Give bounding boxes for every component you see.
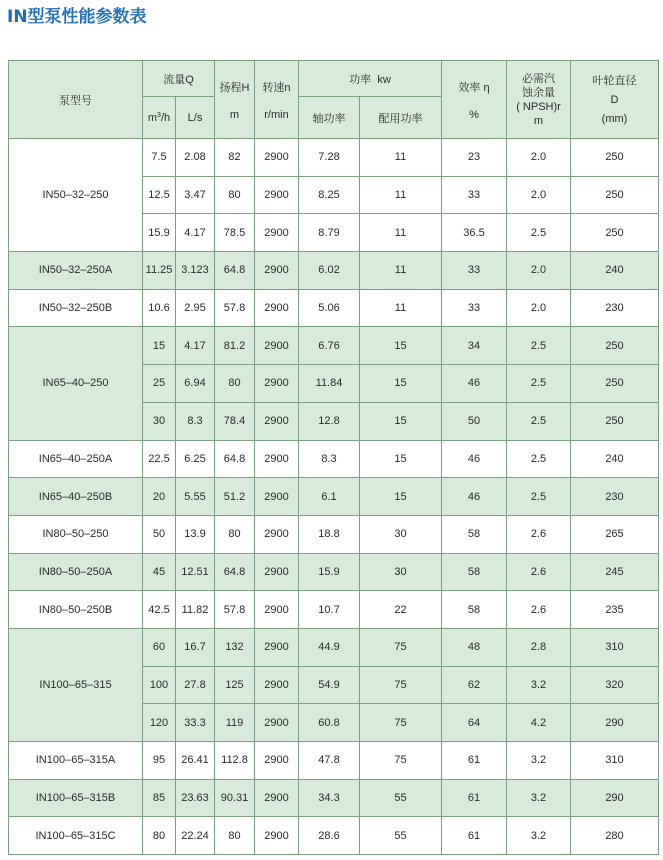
motor-power-cell: 55: [360, 779, 442, 817]
impeller-diameter-cell: 250: [571, 327, 659, 365]
model-name-cell: IN80–50–250A: [9, 553, 143, 591]
table-row: [9, 591, 659, 629]
table-row: [9, 252, 659, 290]
efficiency-cell: 48: [442, 628, 507, 666]
motor-power-cell: 55: [360, 817, 442, 855]
motor-power-cell: 11: [360, 214, 442, 252]
motor-power-cell: 15: [360, 440, 442, 478]
impeller-diameter-cell: 240: [571, 252, 659, 290]
impeller-diameter-cell: 290: [571, 779, 659, 817]
npsh-cell: 2.6: [507, 591, 571, 629]
model-name-cell: IN50–32–250B: [9, 289, 143, 327]
head-cell: 78.4: [215, 402, 255, 440]
shaft-power-cell: 8.25: [299, 176, 360, 214]
speed-cell: 2900: [255, 440, 299, 478]
shaft-power-cell: 28.6: [299, 817, 360, 855]
efficiency-cell: 62: [442, 666, 507, 704]
efficiency-cell: 58: [442, 515, 507, 553]
head-cell: 57.8: [215, 591, 255, 629]
shaft-power-cell: 54.9: [299, 666, 360, 704]
impeller-diameter-cell: 250: [571, 365, 659, 403]
header-npsh: [507, 61, 571, 139]
header-impeller-line2: D: [610, 93, 619, 106]
efficiency-cell: 50: [442, 402, 507, 440]
model-name-cell: IN65–40–250B: [9, 478, 143, 516]
head-cell: 125: [215, 666, 255, 704]
speed-cell: 2900: [255, 327, 299, 365]
npsh-cell: 3.2: [507, 817, 571, 855]
model-name-cell: IN100–65–315: [9, 628, 143, 741]
flow-unit-sup: 3: [157, 111, 161, 119]
npsh-cell: 3.2: [507, 666, 571, 704]
header-power: 功率 kw: [299, 61, 442, 97]
flow-m3h-cell: 80: [143, 817, 176, 855]
head-cell: 78.5: [215, 214, 255, 252]
impeller-diameter-cell: 230: [571, 289, 659, 327]
npsh-cell: 2.0: [507, 289, 571, 327]
motor-power-cell: 30: [360, 553, 442, 591]
speed-cell: 2900: [255, 289, 299, 327]
table-row: [9, 817, 659, 855]
motor-power-cell: 30: [360, 515, 442, 553]
page-title: IN型泵性能参数表: [7, 7, 147, 27]
speed-cell: 2900: [255, 515, 299, 553]
model-name-cell: IN65–40–250: [9, 327, 143, 440]
flow-m3h-cell: 42.5: [143, 591, 176, 629]
impeller-diameter-cell: 250: [571, 139, 659, 177]
flow-m3h-cell: 20: [143, 478, 176, 516]
head-cell: 51.2: [215, 478, 255, 516]
model-name-cell: IN100–65–315B: [9, 779, 143, 817]
motor-power-cell: 11: [360, 252, 442, 290]
pump-parameter-table: [8, 60, 659, 855]
efficiency-cell: 33: [442, 252, 507, 290]
flow-ls-cell: 4.17: [176, 327, 215, 365]
header-speed-unit: r/min: [264, 108, 289, 121]
flow-m3h-cell: 12.5: [143, 176, 176, 214]
header-flow: 流量Q: [143, 61, 215, 97]
npsh-cell: 2.6: [507, 553, 571, 591]
npsh-cell: 2.0: [507, 139, 571, 177]
shaft-power-cell: 6.02: [299, 252, 360, 290]
head-cell: 64.8: [215, 440, 255, 478]
motor-power-cell: 75: [360, 742, 442, 780]
npsh-cell: 2.0: [507, 252, 571, 290]
speed-cell: 2900: [255, 402, 299, 440]
impeller-diameter-cell: 245: [571, 553, 659, 591]
head-cell: 82: [215, 139, 255, 177]
npsh-cell: 2.5: [507, 478, 571, 516]
flow-ls-cell: 22.24: [176, 817, 215, 855]
head-cell: 64.8: [215, 553, 255, 591]
header-impeller-unit: (mm): [601, 112, 628, 125]
shaft-power-cell: 10.7: [299, 591, 360, 629]
shaft-power-cell: 34.3: [299, 779, 360, 817]
model-name-cell: IN100–65–315A: [9, 742, 143, 780]
model-name-cell: IN65–40–250A: [9, 440, 143, 478]
shaft-power-cell: 44.9: [299, 628, 360, 666]
npsh-cell: 2.5: [507, 365, 571, 403]
model-name-cell: IN100–65–315C: [9, 817, 143, 855]
header-npsh-line3: ( NPSH)r: [516, 100, 561, 113]
motor-power-cell: 15: [360, 327, 442, 365]
impeller-diameter-cell: 230: [571, 478, 659, 516]
head-cell: 57.8: [215, 289, 255, 327]
flow-m3h-cell: 7.5: [143, 139, 176, 177]
header-efficiency-unit: %: [469, 108, 479, 121]
speed-cell: 2900: [255, 628, 299, 666]
speed-cell: 2900: [255, 779, 299, 817]
npsh-cell: 2.5: [507, 327, 571, 365]
efficiency-cell: 36.5: [442, 214, 507, 252]
impeller-diameter-cell: 310: [571, 628, 659, 666]
table-row: [9, 779, 659, 817]
speed-cell: 2900: [255, 742, 299, 780]
impeller-diameter-cell: 265: [571, 515, 659, 553]
shaft-power-cell: 8.3: [299, 440, 360, 478]
head-cell: 80: [215, 515, 255, 553]
motor-power-cell: 75: [360, 704, 442, 742]
header-head-label: 扬程H: [219, 81, 250, 94]
efficiency-cell: 33: [442, 289, 507, 327]
table-row: [9, 742, 659, 780]
shaft-power-cell: 5.06: [299, 289, 360, 327]
motor-power-cell: 15: [360, 402, 442, 440]
flow-ls-cell: 6.25: [176, 440, 215, 478]
shaft-power-cell: 60.8: [299, 704, 360, 742]
speed-cell: 2900: [255, 365, 299, 403]
efficiency-cell: 34: [442, 327, 507, 365]
shaft-power-cell: 11.84: [299, 365, 360, 403]
flow-ls-cell: 4.17: [176, 214, 215, 252]
impeller-diameter-cell: 240: [571, 440, 659, 478]
npsh-cell: 2.5: [507, 402, 571, 440]
flow-ls-cell: 23.63: [176, 779, 215, 817]
flow-unit-base: m: [147, 111, 158, 124]
flow-ls-cell: 27.8: [176, 666, 215, 704]
model-name-cell: IN50–32–250A: [9, 252, 143, 290]
impeller-diameter-cell: 320: [571, 666, 659, 704]
impeller-diameter-cell: 250: [571, 176, 659, 214]
npsh-cell: 3.2: [507, 779, 571, 817]
efficiency-cell: 58: [442, 591, 507, 629]
speed-cell: 2900: [255, 666, 299, 704]
npsh-cell: 2.6: [507, 515, 571, 553]
head-cell: 80: [215, 365, 255, 403]
efficiency-cell: 46: [442, 478, 507, 516]
table-row: [9, 139, 659, 177]
header-flow-unit-ls: L/s: [176, 97, 215, 139]
flow-ls-cell: 3.47: [176, 176, 215, 214]
efficiency-cell: 61: [442, 779, 507, 817]
flow-m3h-cell: 85: [143, 779, 176, 817]
header-npsh-line2: 蚀余量: [522, 86, 555, 99]
speed-cell: 2900: [255, 214, 299, 252]
shaft-power-cell: 15.9: [299, 553, 360, 591]
motor-power-cell: 22: [360, 591, 442, 629]
head-cell: 64.8: [215, 252, 255, 290]
table-row: [9, 553, 659, 591]
flow-m3h-cell: 10.6: [143, 289, 176, 327]
flow-m3h-cell: 11.25: [143, 252, 176, 290]
header-shaft-power: 轴功率: [299, 97, 360, 139]
speed-cell: 2900: [255, 252, 299, 290]
impeller-diameter-cell: 280: [571, 817, 659, 855]
motor-power-cell: 11: [360, 176, 442, 214]
head-cell: 90.31: [215, 779, 255, 817]
npsh-cell: 2.5: [507, 214, 571, 252]
speed-cell: 2900: [255, 591, 299, 629]
motor-power-cell: 15: [360, 478, 442, 516]
shaft-power-cell: 18.8: [299, 515, 360, 553]
flow-unit-tail: /h: [160, 111, 171, 124]
flow-m3h-cell: 25: [143, 365, 176, 403]
header-efficiency: [442, 61, 507, 139]
npsh-cell: 2.5: [507, 440, 571, 478]
shaft-power-cell: 6.1: [299, 478, 360, 516]
header-speed-label: 转速n: [262, 81, 291, 94]
impeller-diameter-cell: 310: [571, 742, 659, 780]
flow-m3h-cell: 45: [143, 553, 176, 591]
header-motor-power: 配用功率: [360, 97, 442, 139]
header-head-unit: m: [229, 108, 240, 121]
flow-ls-cell: 16.7: [176, 628, 215, 666]
flow-ls-cell: 6.94: [176, 365, 215, 403]
shaft-power-cell: 12.8: [299, 402, 360, 440]
shaft-power-cell: 7.28: [299, 139, 360, 177]
table-row: [9, 327, 659, 365]
head-cell: 132: [215, 628, 255, 666]
header-npsh-line1: 必需汽: [522, 72, 555, 85]
flow-m3h-cell: 60: [143, 628, 176, 666]
impeller-diameter-cell: 250: [571, 402, 659, 440]
flow-m3h-cell: 120: [143, 704, 176, 742]
header-model: 泵型号: [9, 61, 143, 139]
table-row: [9, 628, 659, 666]
npsh-cell: 4.2: [507, 704, 571, 742]
head-cell: 81.2: [215, 327, 255, 365]
flow-m3h-cell: 50: [143, 515, 176, 553]
efficiency-cell: 46: [442, 440, 507, 478]
model-name-cell: IN50–32–250: [9, 139, 143, 252]
flow-ls-cell: 2.08: [176, 139, 215, 177]
header-impeller: [571, 61, 659, 139]
motor-power-cell: 15: [360, 365, 442, 403]
table-row: [9, 478, 659, 516]
model-name-cell: IN80–50–250B: [9, 591, 143, 629]
flow-m3h-cell: 100: [143, 666, 176, 704]
flow-m3h-cell: 30: [143, 402, 176, 440]
npsh-cell: 2.0: [507, 176, 571, 214]
flow-ls-cell: 8.3: [176, 402, 215, 440]
header-head: [215, 61, 255, 139]
motor-power-cell: 75: [360, 666, 442, 704]
flow-m3h-cell: 15.9: [143, 214, 176, 252]
speed-cell: 2900: [255, 176, 299, 214]
model-name-cell: IN80–50–250: [9, 515, 143, 553]
flow-ls-cell: 12.51: [176, 553, 215, 591]
table-row: [9, 440, 659, 478]
head-cell: 119: [215, 704, 255, 742]
impeller-diameter-cell: 235: [571, 591, 659, 629]
flow-m3h-cell: 22.5: [143, 440, 176, 478]
flow-ls-cell: 26.41: [176, 742, 215, 780]
header-flow-unit-m3h: [143, 97, 176, 139]
npsh-cell: 3.2: [507, 742, 571, 780]
motor-power-cell: 11: [360, 289, 442, 327]
motor-power-cell: 11: [360, 139, 442, 177]
efficiency-cell: 58: [442, 553, 507, 591]
flow-ls-cell: 11.82: [176, 591, 215, 629]
speed-cell: 2900: [255, 704, 299, 742]
shaft-power-cell: 6.76: [299, 327, 360, 365]
flow-ls-cell: 33.3: [176, 704, 215, 742]
motor-power-cell: 75: [360, 628, 442, 666]
speed-cell: 2900: [255, 817, 299, 855]
npsh-cell: 2.8: [507, 628, 571, 666]
shaft-power-cell: 47.8: [299, 742, 360, 780]
efficiency-cell: 61: [442, 742, 507, 780]
header-impeller-line1: 叶轮直径: [592, 74, 637, 87]
flow-m3h-cell: 15: [143, 327, 176, 365]
impeller-diameter-cell: 290: [571, 704, 659, 742]
impeller-diameter-cell: 250: [571, 214, 659, 252]
speed-cell: 2900: [255, 478, 299, 516]
efficiency-cell: 23: [442, 139, 507, 177]
flow-ls-cell: 5.55: [176, 478, 215, 516]
head-cell: 112.8: [215, 742, 255, 780]
header-efficiency-label: 效率 η: [458, 81, 490, 94]
table-row: [9, 289, 659, 327]
flow-m3h-cell: 95: [143, 742, 176, 780]
header-npsh-unit: m: [533, 114, 544, 127]
head-cell: 80: [215, 817, 255, 855]
speed-cell: 2900: [255, 553, 299, 591]
flow-ls-cell: 13.9: [176, 515, 215, 553]
shaft-power-cell: 8.79: [299, 214, 360, 252]
flow-ls-cell: 3.123: [176, 252, 215, 290]
efficiency-cell: 61: [442, 817, 507, 855]
header-speed: [255, 61, 299, 139]
flow-ls-cell: 2.95: [176, 289, 215, 327]
head-cell: 80: [215, 176, 255, 214]
speed-cell: 2900: [255, 139, 299, 177]
header-row-1: [9, 61, 659, 97]
table-row: [9, 515, 659, 553]
efficiency-cell: 33: [442, 176, 507, 214]
efficiency-cell: 46: [442, 365, 507, 403]
efficiency-cell: 64: [442, 704, 507, 742]
